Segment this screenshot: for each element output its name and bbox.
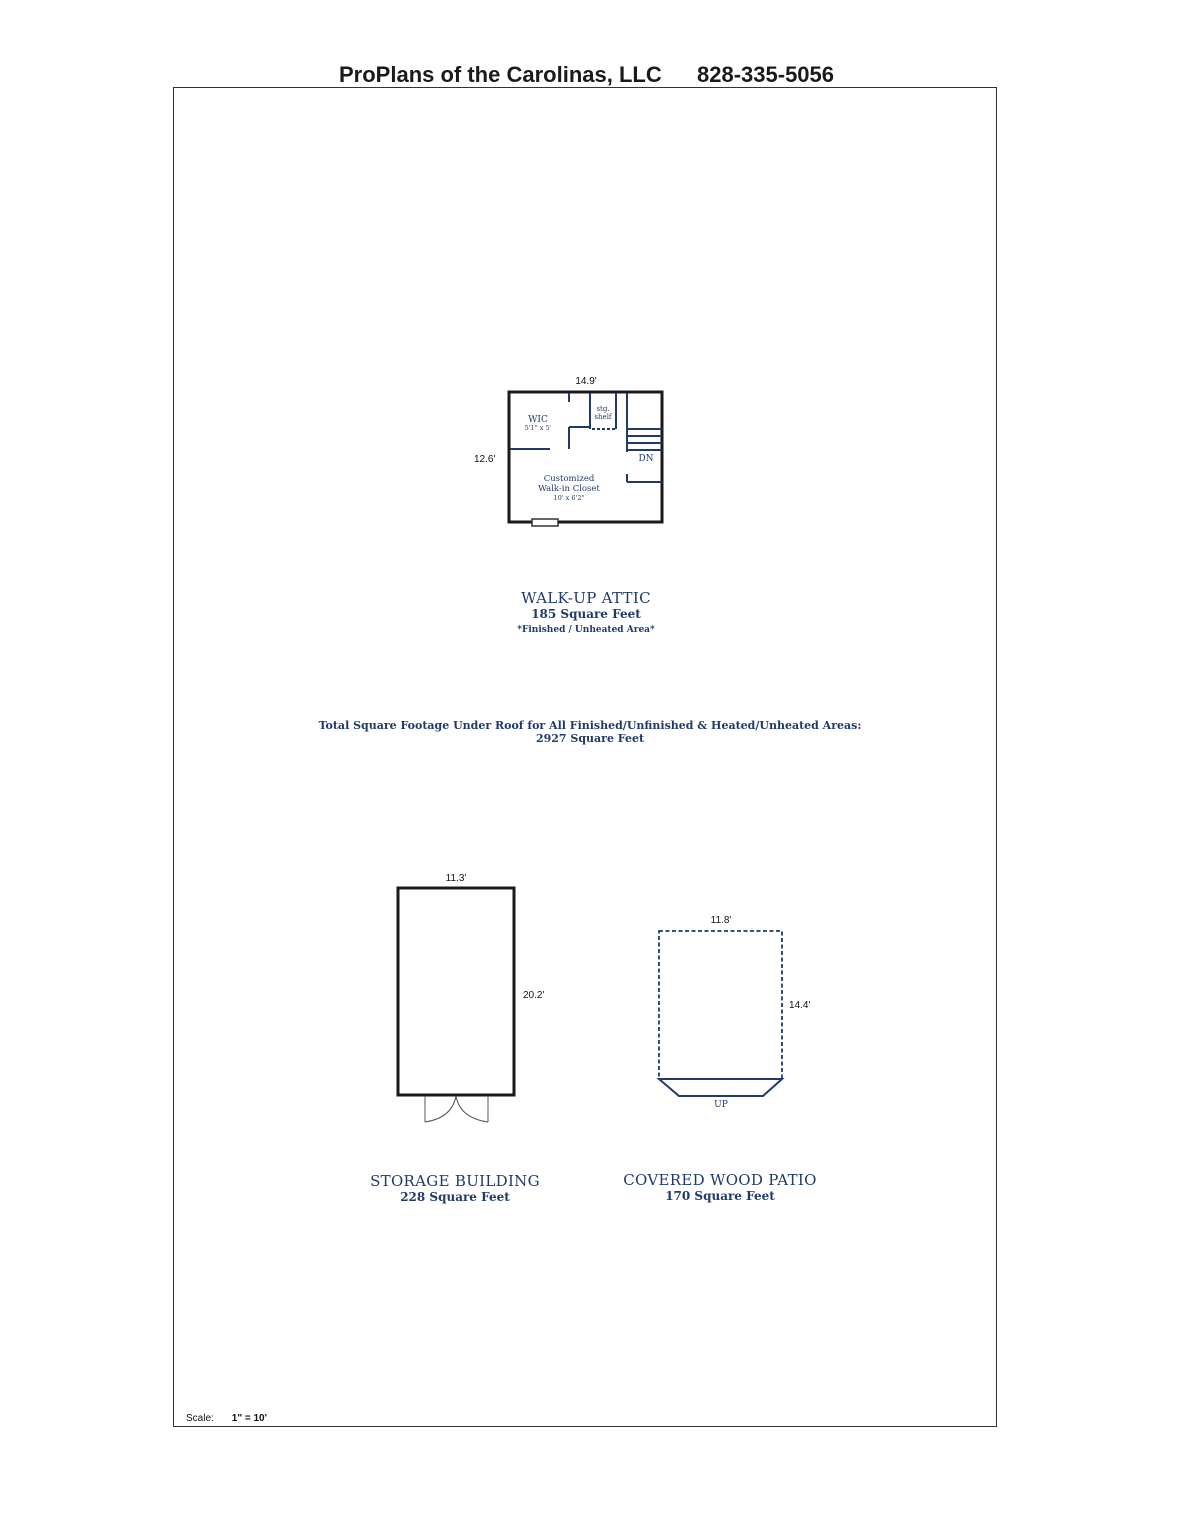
storage-width-label: 11.3' [445,873,467,884]
patio-steps-label: UP [714,1100,728,1110]
company-phone: 828-335-5056 [697,62,835,87]
patio-caption [600,1171,840,1203]
attic-width-label: 14.9' [575,376,597,387]
storage-area: 228 Square Feet [400,1190,510,1204]
attic-depth-label: 12.6' [474,454,496,465]
patio-steps [659,1079,782,1096]
closet-size: 10' x 6'2" [553,494,585,502]
wic-size: 5'1" x 5' [524,424,552,432]
attic-window [532,519,558,526]
attic-plan [474,376,662,526]
storage-caption [355,1172,555,1204]
scale-value: 1" = 10' [231,1413,267,1424]
shelf-label: stg. [596,405,610,413]
patio-title: COVERED WOOD PATIO [623,1171,817,1189]
stairs-down-label: DN [638,454,654,464]
total-label: Total Square Footage Under Roof for All Finished/Unfinished & Heated/Unheated Areas: [318,719,862,732]
scale-note [186,1413,267,1424]
closet-name: Customized [543,474,595,484]
closet-name: Walk-in Closet [538,484,600,494]
shelf-label: shelf [594,413,612,421]
storage-outer-wall [398,888,514,1095]
wic-name: WIC [528,415,548,425]
patio-depth-label: 14.4' [789,1000,811,1011]
attic-area: 185 Square Feet [531,607,641,621]
storage-double-door [425,1096,488,1122]
attic-note: *Finished / Unheated Area* [517,625,655,635]
patio-area: 170 Square Feet [665,1189,775,1203]
attic-caption [486,589,686,635]
attic-title: WALK-UP ATTIC [521,589,651,607]
patio-width-label: 11.8' [710,915,732,926]
storage-title: STORAGE BUILDING [370,1172,540,1190]
storage-depth-label: 20.2' [523,990,545,1001]
scale-label: Scale: [186,1413,214,1424]
storage-plan [398,873,544,1122]
patio-plan [659,915,810,1110]
company-name: ProPlans of the Carolinas, LLC [339,62,662,87]
total-square-footage [240,719,940,745]
total-value: 2927 Square Feet [535,732,645,745]
patio-outline-dashed [659,931,782,1079]
